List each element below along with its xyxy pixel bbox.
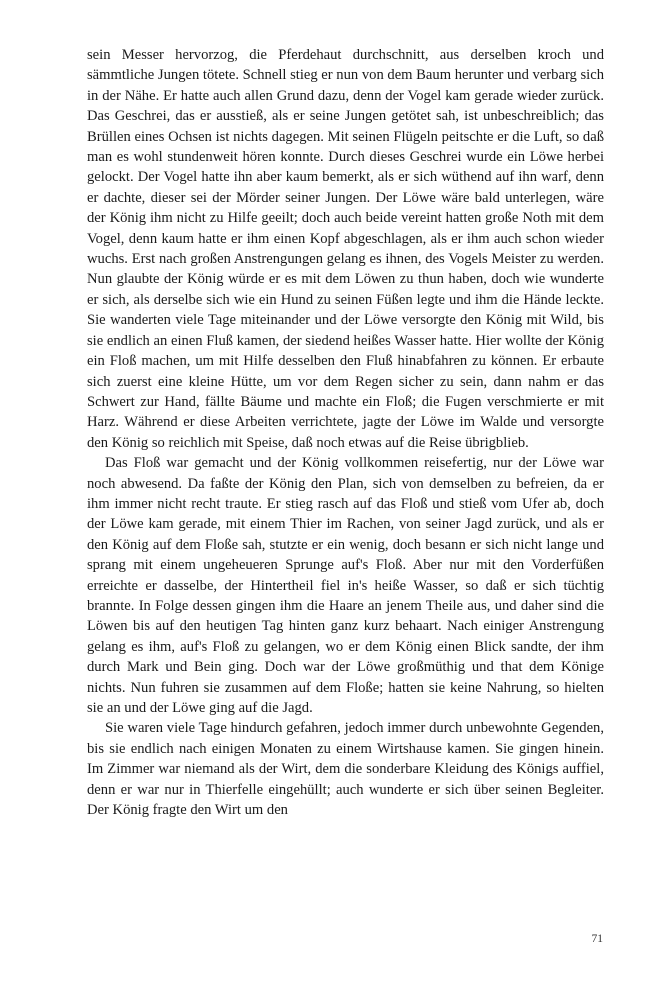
body-text	[87, 45, 604, 820]
page-number: 71	[591, 933, 603, 945]
paragraph-inn: Sie waren viele Tage hindurch gefahren, jedoch immer durch unbewohnte Gegenden, bis sie endlich nach einigen Monaten zu einem Wirtshause kamen. Sie gingen hinein. Im Zimmer war niemand als der Wirt, dem die sonderbare Kleidung des Königs auffiel, denn er war nur in Thierfelle eingehüllt; auch wunderte er sich über seinen Begleiter. Der König fragte den Wirt um den	[87, 720, 604, 819]
paragraph-continued: sein Messer hervorzog, die Pferdehaut durchschnitt, aus derselben kroch und sämmtliche Jungen tötete. Schnell stieg er nun von dem Baum herunter und verbarg sich in der Nähe. Er hatte auch allen Grund dazu, denn der Vogel kam gerade wieder zurück. Das Geschrei, das er ausstieß, als er seine Jungen getötet sah, ist unbeschreiblich; das Brüllen eines Ochsen ist nichts dagegen. Mit seinen Flügeln peitschte er die Luft, so daß man es wohl stundenweit hören konnte. Durch dieses Geschrei wurde ein Löwe herbei gelockt. Der Vogel hatte ihn aber kaum bemerkt, als er sich wüthend auf ihn warf, denn er dachte, dieser sei der Mörder seiner Jungen. Der Löwe wäre bald unterlegen, wäre der König ihm nicht zu Hilfe geeilt; doch auch beide vereint hatten große Noth mit dem Vogel, denn kaum hatte er ihm einen Kopf abgeschlagen, als er ihm auch schon wieder wuchs. Erst nach großen Anstrengungen gelang es ihnen, des Vogels Meister zu werden. Nun glaubte der König würde er es mit dem Löwen zu thun haben, doch wie wunderte er sich, als derselbe sich wie ein Hund zu seinen Füßen legte und ihm die Hände leckte. Sie wanderten viele Tage miteinander und der Löwe versorgte den König mit Wild, bis sie endlich an einen Fluß kamen, der siedend heißes Wasser hatte. Hier wollte der König ein Floß machen, um mit Hilfe desselben den Fluß hinabfahren zu können. Er erbaute sich zuerst eine kleine Hütte, um vor dem Regen sicher zu sein, dann nahm er das Schwert zur Hand, fällte Bäume und machte ein Floß; die Fugen verschmierte er mit Harz. Während er diese Arbeiten verrichtete, jagte der Löwe im Walde und versorgte den König so reichlich mit Speise, daß noch etwas auf die Reise übrigblieb.	[87, 47, 604, 451]
paragraph-raft: Das Floß war gemacht und der König vollkommen reisefertig, nur der Löwe war noch abwesend. Da faßte der König den Plan, sich von demselben zu befreien, da er ihm immer nicht recht traute. Er stieg rasch auf das Floß und stieß vom Ufer ab, doch der Löwe kam gerade, mit einem Thier im Rachen, von seiner Jagd zurück, und als er den König auf dem Floße sah, stutzte er ein wenig, doch besann er sich nicht lange und sprang mit einem ungeheueren Sprunge auf's Floß. Aber nur mit den Vorderfüßen erreichte er dasselbe, der Hintertheil fiel in's heiße Wasser, so daß er sich tüchtig brannte. In Folge dessen gingen ihm die Haare an jenem Theile aus, und daher sind die Löwen bis auf den heutigen Tag hinten ganz kurz behaart. Nach einiger Anstrengung gelang es ihm, auf's Floß zu gelangen, wo er dem König einen Blick sandte, der ihm durch Mark und Bein ging. Doch war der Löwe großmüthig und that dem Könige nichts. Nun fuhren sie zusammen auf dem Floße; hatten sie keine Nahrung, so hielten sie an und der Löwe ging auf die Jagd.	[87, 455, 604, 716]
